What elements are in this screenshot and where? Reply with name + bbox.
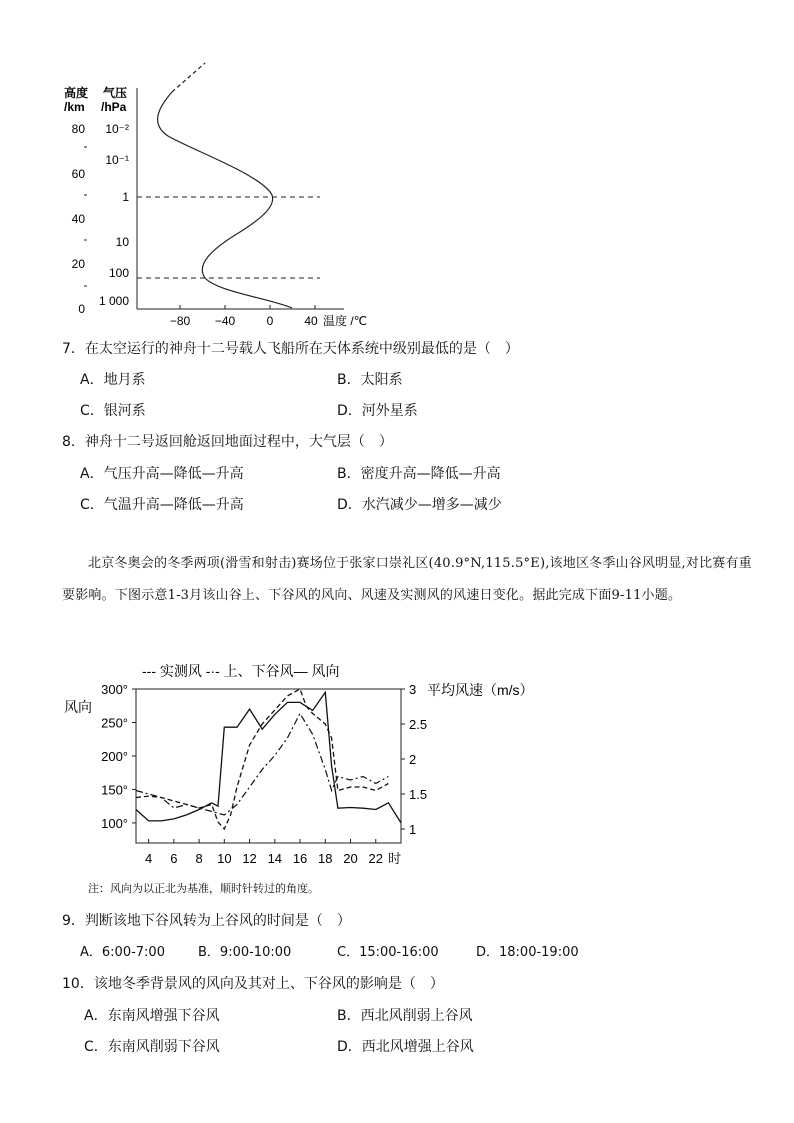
x-axis-tick-label: 20 [343,851,358,866]
height-tick: 40 [71,212,85,226]
reading-passage: 北京冬奥会的冬季两项(滑雪和射击)赛场位于张家口崇礼区(40.9°N,115.5°E),该地区冬季山谷风明显,对比赛有重要影响。下图示意1-3月该山谷上、下谷风的风向、风速及实测风的风速日变化。据此完成下面9-11小题。 [62,556,752,603]
series-line-wind-direction [136,692,401,823]
pressure-axis-label-line1: 气压 [103,86,128,100]
left-axis-tick-label: 300° [101,682,128,697]
question-10-option-b[interactable]: B．西北风削弱上谷风 [337,1008,473,1024]
temperature-tick: 0 [266,314,274,328]
height-tick: 80 [71,122,85,136]
question-10-stem: 10．该地冬季背景风的风向及其对上、下谷风的影响是（ ） [62,976,444,992]
temperature-tick: 40 [304,314,318,328]
temperature-tick: −40 [214,314,236,328]
x-axis-tick-label: 18 [318,851,333,866]
pressure-tick: 1 [122,190,129,204]
left-axis-tick-label: 200° [101,748,128,764]
x-axis-tick-label: 6 [170,851,178,866]
x-axis-tick-label: 14 [267,851,283,866]
height-axis-label-line2: /km [64,100,85,114]
x-axis-tick-label: 16 [292,851,308,866]
question-7-option-a[interactable]: A．地月系 [80,372,146,388]
question-10-option-a[interactable]: A．东南风增强下谷风 [84,1008,220,1024]
x-axis-unit: 时 [388,851,402,866]
pressure-tick: 10 [115,235,129,249]
x-axis-tick-label: 12 [242,851,257,866]
x-axis-tick-label: 10 [217,851,232,866]
question-9-option-a[interactable]: A．6:00-7:00 [80,945,165,960]
question-9-stem: 9．判断该地下谷风转为上谷风的时间是（ ） [62,913,351,929]
question-8-option-d[interactable]: D．水汽减少—增多—减少 [337,497,502,513]
temperature-curve-upper [172,63,205,92]
right-axis-tick-label: 1 [409,822,417,837]
atmosphere-structure-chart [0,0,794,340]
question-9-option-c[interactable]: C．15:00-16:00 [337,945,439,960]
valley-wind-chart [0,650,794,880]
x-axis-tick-label: 22 [368,851,383,866]
right-axis-tick-label: 3 [409,682,417,697]
height-axis-label-line1: 高度 [64,86,89,100]
pressure-tick: 1 000 [98,294,129,308]
pressure-tick: 10⁻¹ [105,153,129,167]
question-8-option-a[interactable]: A．气压升高—降低—升高 [80,466,244,482]
height-tick: 20 [71,257,85,271]
x-axis-tick-label: 8 [195,851,203,866]
plot-frame [136,689,401,843]
pressure-tick: 100 [108,266,129,280]
question-7-stem: 7．在太空运行的神舟十二号载人飞船所在天体系统中级别最低的是（ ） [62,341,519,357]
right-axis-label: 平均风速（m/s） [427,682,534,698]
right-axis-tick-label: 1.5 [409,787,428,802]
right-axis-tick-label: 2.5 [409,717,428,732]
question-10-option-c[interactable]: C．东南风削弱下谷风 [84,1039,220,1055]
right-axis-tick-label: 2 [409,752,417,767]
question-9-option-b[interactable]: B．9:00-10:00 [198,945,292,960]
x-axis-tick-label: 4 [145,851,153,866]
height-tick: 60 [71,167,85,181]
question-8-option-c[interactable]: C．气温升高—降低—升高 [80,497,244,513]
chart-note: 注：风向为以正北为基准，顺时针转过的角度。 [88,882,319,895]
temperature-tick: −80 [169,314,191,328]
pressure-axis-label-line2: /hPa [101,100,127,114]
question-8-option-b[interactable]: B．密度升高—降低—升高 [337,466,501,482]
temperature-curve [158,92,292,308]
question-9-option-d[interactable]: D．18:00-19:00 [476,945,579,960]
left-axis-tick-label: 250° [101,715,128,731]
left-axis-tick-label: 100° [101,815,128,831]
height-tick: 0 [78,302,85,316]
question-7-option-b[interactable]: B．太阳系 [337,372,403,388]
left-axis-tick-label: 150° [101,782,128,798]
question-7-option-c[interactable]: C．银河系 [80,403,146,419]
question-8-stem: 8．神舟十二号返回舱返回地面过程中，大气层（ ） [62,434,393,450]
temperature-axis-label: 温度 /℃ [323,314,368,328]
pressure-tick: 10⁻² [105,122,129,136]
left-axis-label: 风向 [64,699,92,715]
question-7-option-d[interactable]: D．河外星系 [337,403,418,419]
chart-legend: --- 实测风 -·- 上、下谷风— 风向 [142,663,340,679]
question-10-option-d[interactable]: D．西北风增强上谷风 [337,1039,474,1055]
